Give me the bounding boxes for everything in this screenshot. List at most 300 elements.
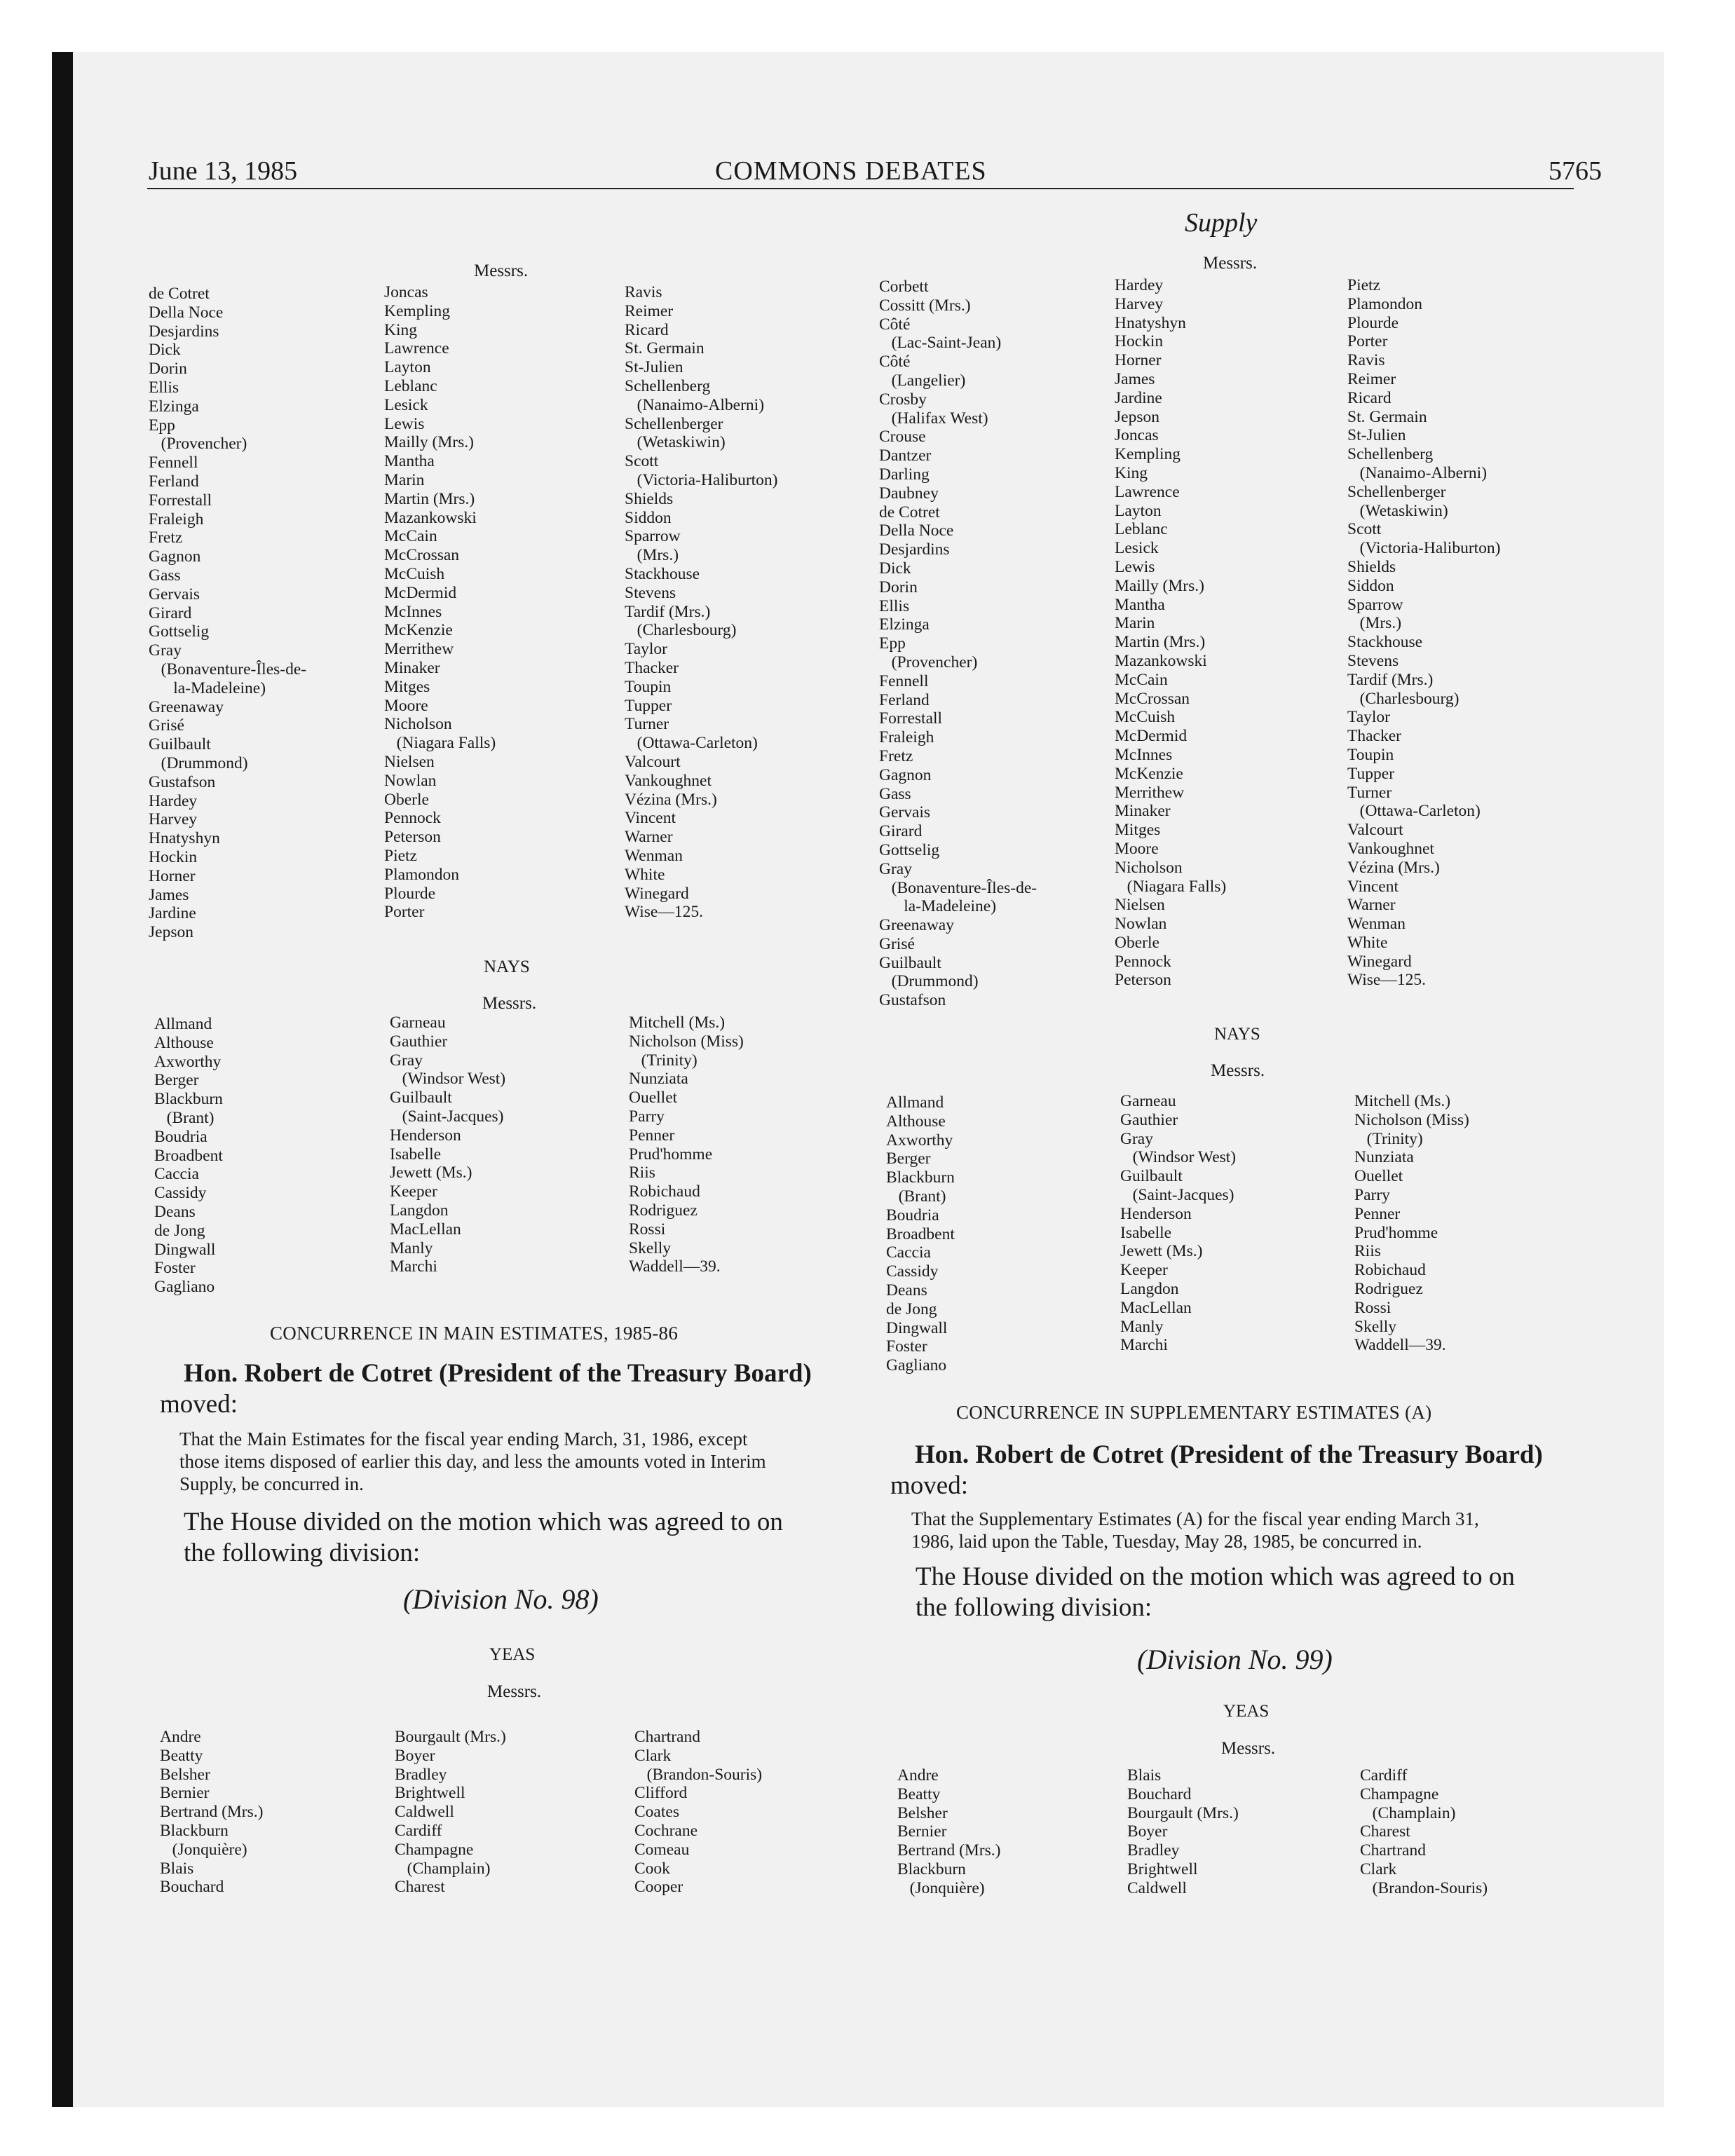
list-item: Ouellet: [629, 1089, 678, 1107]
list-item: (Victoria-Haliburton): [1347, 539, 1501, 558]
list-item: Winegard: [625, 884, 689, 903]
list-item: Keeper: [1120, 1261, 1168, 1280]
list-item: Parry: [629, 1107, 665, 1126]
list-item: Hockin: [1115, 332, 1164, 351]
list-item: Nowlan: [384, 771, 437, 790]
list-item: Nunziata: [629, 1070, 688, 1089]
binding-edge: [52, 52, 73, 2107]
list-item: (Langelier): [879, 371, 966, 390]
list-item: Epp: [879, 634, 906, 653]
list-item: Dingwall: [886, 1318, 948, 1337]
right-nays-messrs: Messrs.: [1211, 1061, 1265, 1080]
list-item: McCrossan: [384, 546, 460, 565]
list-item: St. Germain: [1347, 407, 1427, 426]
list-item: Foster: [154, 1259, 196, 1278]
list-item: Moore: [384, 696, 428, 715]
list-item: Pietz: [384, 846, 417, 865]
list-item: Manly: [390, 1239, 433, 1257]
list-item: Plamondon: [384, 865, 460, 884]
left-nays-list-3: [629, 1014, 744, 1276]
list-item: (Victoria-Haliburton): [625, 470, 778, 489]
list-item: St-Julien: [625, 358, 683, 377]
list-item: Côté: [879, 353, 911, 371]
list-item: Waddell—39.: [629, 1257, 721, 1276]
list-item: Caldwell: [395, 1803, 454, 1822]
list-item: Warner: [625, 828, 673, 847]
list-item: Robichaud: [1354, 1261, 1426, 1280]
list-item: Keeper: [390, 1182, 437, 1201]
list-item: King: [1115, 463, 1148, 482]
list-item: Leblanc: [384, 376, 437, 395]
list-item: (Bonaventure-Îles-de-: [149, 660, 307, 678]
list-item: Desjardins: [879, 540, 950, 559]
list-item: Andre: [897, 1766, 939, 1785]
list-item: James: [1115, 369, 1155, 388]
right-nays-list-1: [886, 1093, 955, 1375]
list-item: Ravis: [1347, 351, 1385, 370]
list-item: Pietz: [1347, 276, 1380, 294]
list-item: Jardine: [149, 904, 196, 923]
list-item: Cassidy: [886, 1262, 939, 1281]
list-item: those items disposed of earlier this day, and less the amounts voted in Interim: [179, 1451, 766, 1472]
list-item: McInnes: [1115, 745, 1173, 764]
list-item: Ellis: [149, 378, 179, 397]
list-item: Jewett (Ms.): [390, 1164, 472, 1182]
list-item: Belsher: [897, 1803, 948, 1822]
left-nays-label: NAYS: [484, 957, 530, 976]
list-item: Cassidy: [154, 1184, 207, 1203]
left-yeas-list-1: [149, 285, 306, 942]
list-item: Gottselig: [879, 840, 940, 859]
list-item: Mitchell (Ms.): [1354, 1092, 1451, 1110]
list-item: Schellenberg: [625, 376, 711, 395]
list-item: Greenaway: [149, 697, 224, 716]
list-item: Sparrow: [625, 527, 681, 546]
list-item: McDermid: [1115, 727, 1188, 746]
list-item: Kempling: [1115, 445, 1181, 464]
list-item: Marchi: [1120, 1336, 1168, 1355]
list-item: Coates: [634, 1803, 679, 1822]
list-item: (Provencher): [879, 653, 978, 671]
list-item: Bouchard: [1127, 1785, 1192, 1803]
list-item: Stevens: [625, 583, 676, 602]
left-division-number: (Division No. 98): [403, 1583, 599, 1615]
list-item: (Trinity): [1354, 1129, 1423, 1148]
list-item: That the Main Estimates for the fiscal year ending March, 31, 1986, except: [179, 1428, 748, 1449]
list-item: (Saint-Jacques): [1120, 1185, 1234, 1204]
list-item: Clark: [1360, 1860, 1397, 1878]
list-item: Andre: [160, 1728, 201, 1746]
list-item: Clifford: [634, 1784, 688, 1803]
list-item: Lawrence: [384, 339, 449, 358]
list-item: Prud'homme: [629, 1145, 713, 1164]
left-yeas-list-a: [160, 1728, 263, 1897]
list-item: Allmand: [886, 1093, 944, 1112]
list-item: White: [625, 865, 665, 884]
list-item: Turner: [625, 715, 669, 734]
list-item: Martin (Mrs.): [1115, 633, 1206, 652]
list-item: Elzinga: [879, 615, 930, 634]
list-item: Gustafson: [149, 772, 216, 791]
right-concurrence-heading: CONCURRENCE IN SUPPLEMENTARY ESTIMATES (A): [956, 1402, 1432, 1423]
list-item: The House divided on the motion which was agreed to on: [184, 1508, 783, 1536]
list-item: Beatty: [160, 1746, 203, 1765]
right-yeas-list-3: [1347, 276, 1501, 990]
list-item: (Brant): [154, 1108, 215, 1127]
list-item: Comeau: [634, 1840, 690, 1859]
list-item: James: [149, 885, 189, 904]
list-item: (Provencher): [149, 435, 247, 453]
list-item: Forrestall: [879, 709, 943, 728]
list-item: (Windsor West): [1120, 1148, 1237, 1167]
left-nays-list-2: [390, 1014, 505, 1276]
list-item: Valcourt: [1347, 821, 1403, 840]
list-item: (Drummond): [879, 972, 979, 991]
list-item: (Saint-Jacques): [390, 1107, 504, 1126]
list-item: Dorin: [149, 360, 187, 378]
list-item: Grisé: [879, 934, 915, 953]
right-yeas-messrs: Messrs.: [1221, 1739, 1276, 1758]
list-item: (Champlain): [395, 1859, 491, 1878]
list-item: Leblanc: [1115, 520, 1168, 539]
list-item: Blackburn: [886, 1168, 955, 1187]
list-item: Deans: [154, 1202, 196, 1221]
list-item: Chartrand: [634, 1728, 700, 1746]
left-nays-list-1: [154, 1015, 223, 1297]
list-item: Mitges: [384, 677, 430, 696]
list-item: (Trinity): [629, 1051, 698, 1070]
list-item: Scott: [625, 452, 659, 471]
list-item: Turner: [1347, 783, 1392, 802]
list-item: Girard: [879, 822, 923, 841]
right-division-number: (Division No. 99): [1137, 1644, 1333, 1675]
list-item: Champagne: [1360, 1785, 1439, 1803]
list-item: Gagliano: [886, 1356, 947, 1375]
list-item: Merrithew: [384, 640, 454, 659]
list-item: Oberle: [384, 790, 429, 809]
list-item: McCain: [384, 527, 437, 546]
right-mover-moved: moved:: [890, 1471, 968, 1500]
left-mover-moved: moved:: [160, 1390, 238, 1419]
list-item: Bernier: [897, 1822, 947, 1841]
list-item: Nicholson: [384, 715, 452, 734]
list-item: Warner: [1347, 896, 1396, 915]
list-item: 1986, laid upon the Table, Tuesday, May 28, 1985, be concurred in.: [911, 1531, 1422, 1552]
list-item: Daubney: [879, 484, 939, 503]
list-item: Dantzer: [879, 446, 932, 465]
list-item: Garneau: [390, 1014, 446, 1032]
list-item: Scott: [1347, 520, 1382, 539]
list-item: Elzinga: [149, 397, 199, 416]
right-nays-label: NAYS: [1214, 1025, 1260, 1044]
list-item: Taylor: [625, 640, 667, 659]
list-item: Axworthy: [154, 1052, 222, 1071]
section-title: Supply: [1185, 208, 1258, 238]
list-item: de Cotret: [149, 285, 210, 303]
list-item: Jewett (Ms.): [1120, 1242, 1203, 1261]
list-item: (Champlain): [1360, 1803, 1456, 1822]
list-item: Shields: [625, 489, 674, 508]
list-item: Blackburn: [897, 1860, 966, 1878]
list-item: Jardine: [1115, 388, 1162, 407]
list-item: Wenman: [625, 846, 683, 865]
list-item: Schellenberg: [1347, 445, 1434, 464]
list-item: Ouellet: [1354, 1167, 1403, 1186]
left-yeas-messrs: Messrs.: [487, 1682, 542, 1701]
right-yeas-list-b: [1127, 1766, 1239, 1898]
list-item: King: [384, 320, 417, 339]
list-item: Stevens: [1347, 651, 1399, 670]
list-item: Jepson: [1115, 407, 1159, 426]
list-item: Supply, be concurred in.: [179, 1473, 364, 1494]
list-item: Vézina (Mrs.): [1347, 858, 1440, 877]
list-item: Wise—125.: [1347, 971, 1426, 990]
list-item: Guilbault: [390, 1089, 452, 1107]
list-item: Martin (Mrs.): [384, 489, 475, 508]
list-item: Gustafson: [879, 991, 946, 1010]
list-item: McCuish: [1115, 708, 1176, 727]
list-item: Nicholson (Miss): [1354, 1110, 1469, 1129]
list-item: Lesick: [1115, 539, 1159, 558]
list-item: Althouse: [154, 1033, 214, 1052]
list-item: Bradley: [395, 1765, 447, 1784]
list-item: Robichaud: [629, 1182, 700, 1201]
list-item: Caldwell: [1127, 1878, 1187, 1897]
list-item: Charest: [395, 1878, 445, 1897]
list-item: Langdon: [390, 1201, 449, 1220]
list-item: Lewis: [384, 414, 425, 433]
list-item: McInnes: [384, 602, 442, 621]
list-item: (Wetaskiwin): [1347, 501, 1448, 520]
list-item: de Jong: [154, 1221, 205, 1240]
right-yeas-list-1: [879, 278, 1037, 1010]
list-item: Dick: [879, 559, 911, 578]
list-item: Garneau: [1120, 1092, 1176, 1110]
right-yeas-list-c: [1360, 1766, 1488, 1898]
list-item: Greenaway: [879, 916, 954, 935]
left-division-text: [184, 1507, 783, 1569]
list-item: Gagliano: [154, 1278, 215, 1297]
list-item: Stackhouse: [1347, 633, 1423, 652]
right-nays-list-3: [1354, 1092, 1469, 1355]
list-item: Wenman: [1347, 915, 1406, 934]
list-item: Boyer: [395, 1746, 435, 1765]
list-item: Mailly (Mrs.): [1115, 576, 1204, 595]
list-item: Rossi: [629, 1220, 666, 1239]
list-item: Gass: [879, 784, 911, 803]
list-item: (Charlesbourg): [625, 621, 737, 640]
list-item: (Niagara Falls): [384, 734, 496, 753]
list-item: Wise—125.: [625, 903, 703, 922]
list-item: Fraleigh: [149, 510, 204, 528]
list-item: Hardey: [1115, 276, 1164, 294]
list-item: McKenzie: [384, 621, 453, 640]
list-item: Valcourt: [625, 752, 681, 771]
list-item: Brightwell: [395, 1784, 465, 1803]
list-item: St-Julien: [1347, 426, 1406, 445]
list-item: Siddon: [625, 508, 672, 527]
list-item: Sparrow: [1347, 595, 1403, 614]
list-item: Crosby: [879, 390, 927, 409]
list-item: (Wetaskiwin): [625, 433, 726, 452]
list-item: Althouse: [886, 1112, 946, 1131]
list-item: Caccia: [886, 1243, 931, 1262]
list-item: Stackhouse: [625, 564, 700, 583]
list-item: Fennell: [149, 453, 198, 472]
list-item: Guilbault: [1120, 1167, 1183, 1186]
list-item: Vankoughnet: [625, 771, 712, 790]
list-item: Tupper: [1347, 764, 1395, 783]
list-item: Thacker: [1347, 727, 1401, 746]
list-item: Nowlan: [1115, 915, 1167, 934]
list-item: Axworthy: [886, 1131, 953, 1149]
list-item: Reimer: [1347, 369, 1396, 388]
list-item: Lesick: [384, 395, 428, 414]
list-item: Henderson: [390, 1126, 461, 1145]
list-item: Penner: [629, 1126, 675, 1145]
list-item: Bertrand (Mrs.): [160, 1803, 264, 1822]
list-item: Mitchell (Ms.): [629, 1014, 726, 1032]
list-item: Deans: [886, 1281, 927, 1299]
list-item: Gagnon: [149, 547, 201, 566]
right-motion-text: [911, 1508, 1479, 1553]
list-item: Lawrence: [1115, 482, 1180, 501]
left-mover: [184, 1358, 812, 1389]
list-item: Desjardins: [149, 322, 219, 341]
list-item: Dick: [149, 341, 181, 360]
list-item: Mailly (Mrs.): [384, 433, 474, 452]
list-item: (Windsor West): [390, 1070, 506, 1089]
list-item: Berger: [886, 1149, 931, 1168]
list-item: (Ottawa-Carleton): [1347, 802, 1481, 821]
list-item: Prud'homme: [1354, 1223, 1438, 1242]
list-item: Boyer: [1127, 1822, 1168, 1841]
list-item: MacLellan: [390, 1220, 461, 1239]
list-item: Plourde: [1347, 313, 1399, 332]
right-yeas-list-2: [1115, 276, 1226, 990]
list-item: Tupper: [625, 696, 672, 715]
list-item: the following division:: [916, 1593, 1152, 1622]
list-item: (Brandon-Souris): [1360, 1878, 1488, 1897]
list-item: (Brandon-Souris): [634, 1765, 763, 1784]
list-item: (Halifax West): [879, 409, 988, 428]
header-rule: [147, 188, 1574, 189]
list-item: MacLellan: [1120, 1298, 1192, 1317]
list-item: Blackburn: [160, 1821, 229, 1840]
list-item: Nunziata: [1354, 1148, 1414, 1167]
left-yeas-label: YEAS: [489, 1645, 536, 1664]
list-item: Chartrand: [1360, 1841, 1426, 1860]
right-messrs-top: Messrs.: [1203, 254, 1258, 273]
list-item: Forrestall: [149, 491, 212, 510]
list-item: Gray: [879, 859, 912, 878]
list-item: Vézina (Mrs.): [625, 790, 717, 809]
left-yeas-list-2: [384, 283, 496, 922]
list-item: Reimer: [625, 301, 674, 320]
list-item: Bertrand (Mrs.): [897, 1841, 1001, 1860]
list-item: Toupin: [1347, 745, 1394, 764]
list-item: (Nanaimo-Alberni): [1347, 463, 1488, 482]
list-item: Porter: [384, 903, 425, 922]
list-item: Isabelle: [390, 1145, 442, 1164]
list-item: Bourgault (Mrs.): [1127, 1803, 1239, 1822]
list-item: Marin: [384, 470, 425, 489]
list-item: Plourde: [384, 884, 436, 903]
list-item: Pennock: [1115, 952, 1171, 971]
list-item: Mazankowski: [1115, 651, 1207, 670]
list-item: (Niagara Falls): [1115, 877, 1227, 896]
list-item: Blackburn: [154, 1090, 223, 1109]
list-item: Minaker: [1115, 802, 1171, 821]
list-item: Guilbault: [879, 953, 941, 972]
list-item: Porter: [1347, 332, 1388, 351]
list-item: Henderson: [1120, 1204, 1192, 1223]
list-item: Fennell: [879, 671, 929, 690]
list-item: Guilbault: [149, 735, 211, 754]
list-item: Darling: [879, 465, 930, 484]
list-item: Cochrane: [634, 1821, 698, 1840]
list-item: Bernier: [160, 1784, 210, 1803]
list-item: Joncas: [384, 283, 428, 301]
list-item: Horner: [1115, 351, 1162, 370]
list-item: Gauthier: [1120, 1110, 1178, 1129]
list-item: Kempling: [384, 301, 450, 320]
list-item: Mantha: [384, 452, 435, 471]
list-item: Cardiff: [395, 1821, 442, 1840]
list-item: (Nanaimo-Alberni): [625, 395, 765, 414]
left-mover-name: Hon. Robert de Cotret (President of the Treasury Board): [184, 1359, 812, 1388]
list-item: Hnatyshyn: [1115, 313, 1186, 332]
list-item: Dorin: [879, 578, 918, 596]
list-item: Peterson: [384, 828, 441, 847]
list-item: Fretz: [879, 746, 913, 765]
list-item: (Mrs.): [625, 546, 679, 565]
list-item: Girard: [149, 603, 192, 622]
list-item: Waddell—39.: [1354, 1336, 1446, 1355]
left-nays-messrs: Messrs.: [482, 994, 537, 1013]
list-item: Minaker: [384, 658, 440, 677]
list-item: Boudria: [886, 1206, 939, 1224]
list-item: Mitges: [1115, 821, 1161, 840]
list-item: Ravis: [625, 283, 662, 301]
list-item: Gass: [149, 566, 181, 585]
right-division-text: [916, 1562, 1515, 1623]
list-item: Moore: [1115, 839, 1159, 858]
list-item: McCain: [1115, 670, 1168, 689]
list-item: Toupin: [625, 677, 672, 696]
list-item: Allmand: [154, 1015, 212, 1033]
list-item: Joncas: [1115, 426, 1159, 445]
list-item: Bradley: [1127, 1841, 1180, 1860]
list-item: Dingwall: [154, 1240, 216, 1259]
list-item: Riis: [1354, 1242, 1381, 1261]
list-item: la-Madeleine): [879, 897, 997, 916]
list-item: Taylor: [1347, 708, 1390, 727]
list-item: Isabelle: [1120, 1223, 1172, 1242]
list-item: Rodriguez: [629, 1201, 698, 1220]
list-item: Mantha: [1115, 595, 1165, 614]
list-item: (Mrs.): [1347, 614, 1402, 633]
list-item: Ferland: [879, 690, 930, 709]
list-item: McDermid: [384, 583, 457, 602]
list-item: Bourgault (Mrs.): [395, 1728, 506, 1746]
list-item: Schellenberger: [625, 414, 723, 433]
list-item: Rodriguez: [1354, 1279, 1423, 1298]
list-item: Champagne: [395, 1840, 474, 1859]
right-nays-list-2: [1120, 1092, 1236, 1355]
list-item: Epp: [149, 416, 175, 435]
list-item: Oberle: [1115, 933, 1159, 952]
